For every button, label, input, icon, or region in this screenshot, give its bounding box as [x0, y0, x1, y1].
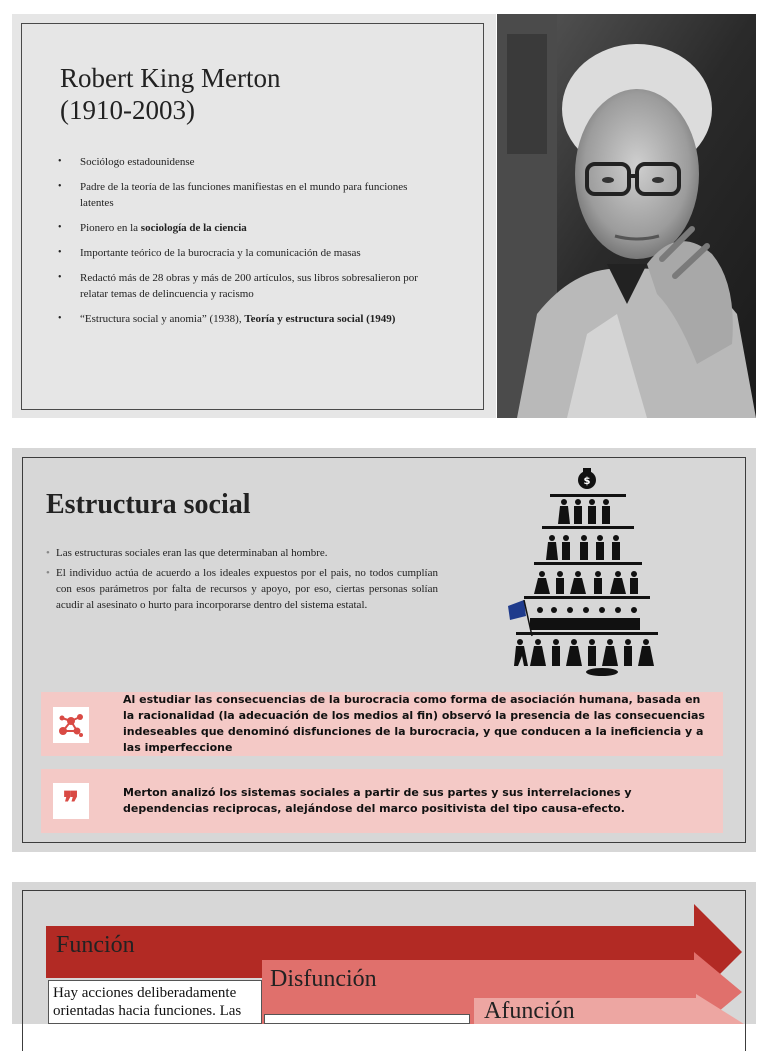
bio-bullet: • Pionero en la sociología de la ciencia: [58, 220, 438, 236]
bio-bullet: • Importante teórico de la burocracia y la comunicación de masas: [58, 245, 438, 261]
slide-merton-bio: [12, 14, 756, 418]
bio-bullet: • Padre de la teoría de las funciones manifiestas en el mundo para funciones latentes: [58, 179, 438, 211]
dollar-symbol: $: [583, 476, 591, 487]
bio-title: [60, 62, 460, 126]
systems-callout: [41, 769, 723, 833]
network-icon: [53, 707, 89, 743]
estructura-bullet-list: [46, 545, 438, 617]
bio-panel: [12, 14, 496, 418]
slide-funcion-types: [12, 882, 756, 1024]
disfuncion-label: Disfunción: [270, 966, 377, 992]
svg-text:❞: ❞: [62, 786, 80, 819]
bio-title-years: (1910-2003): [60, 95, 195, 125]
systems-callout-text: Merton analizó los sistemas sociales a partir de sus partes y sus interrelaciones y dependencias reciprocas, alejándose del marco positivista del tipo causa-efecto.: [123, 786, 632, 815]
disfuncion-description-box: [264, 1014, 470, 1024]
merton-portrait-photo: [497, 14, 756, 418]
afuncion-label: Afunción: [484, 998, 575, 1024]
bio-title-name: Robert King Merton: [60, 63, 281, 93]
estructura-bullet: • El individuo actúa de acuerdo a los ideales expuestos por el pais, no todos cumplían con esos parámetros por falta de recursos y apoyo, por eso, ciertas personas solían acudir al asesinato o hurto para incorporarse dentro del sistema estatal.: [46, 565, 438, 613]
quote-icon: [53, 783, 89, 819]
funcion-description-box: Hay acciones deliberadamente orientadas hacia funciones. Las: [48, 980, 262, 1024]
bureaucracy-callout: [41, 692, 723, 756]
bio-bullet: • Redactó más de 28 obras y más de 200 artículos, sus libros sobresalieron por relatar temas de delincuencia y racismo: [58, 270, 438, 302]
estructura-bullet: • Las estructuras sociales eran las que determinaban al hombre.: [46, 545, 438, 561]
portrait-illustration: [497, 14, 756, 418]
social-pyramid-illustration: [502, 466, 662, 686]
bio-bullet: • Sociólogo estadounidense: [58, 154, 438, 170]
funcion-label: Función: [56, 932, 135, 958]
slide-estructura-social: [12, 448, 756, 852]
bureaucracy-callout-text: Al estudiar las consecuencias de la burocracia como forma de asociación humana, basada en la racionalidad (la adecuación de los medios al fin) observó la presencia de las consecuencias indeseables que denominó disfunciones de la burocracia, y que conducen a la ineficiencia y a las imperfeccione: [123, 693, 705, 754]
bio-bullet: • “Estructura social y anomia” (1938), Teoría y estructura social (1949): [58, 311, 438, 327]
bio-bullet-list: [58, 154, 438, 336]
slide-title: Estructura social: [46, 489, 251, 520]
